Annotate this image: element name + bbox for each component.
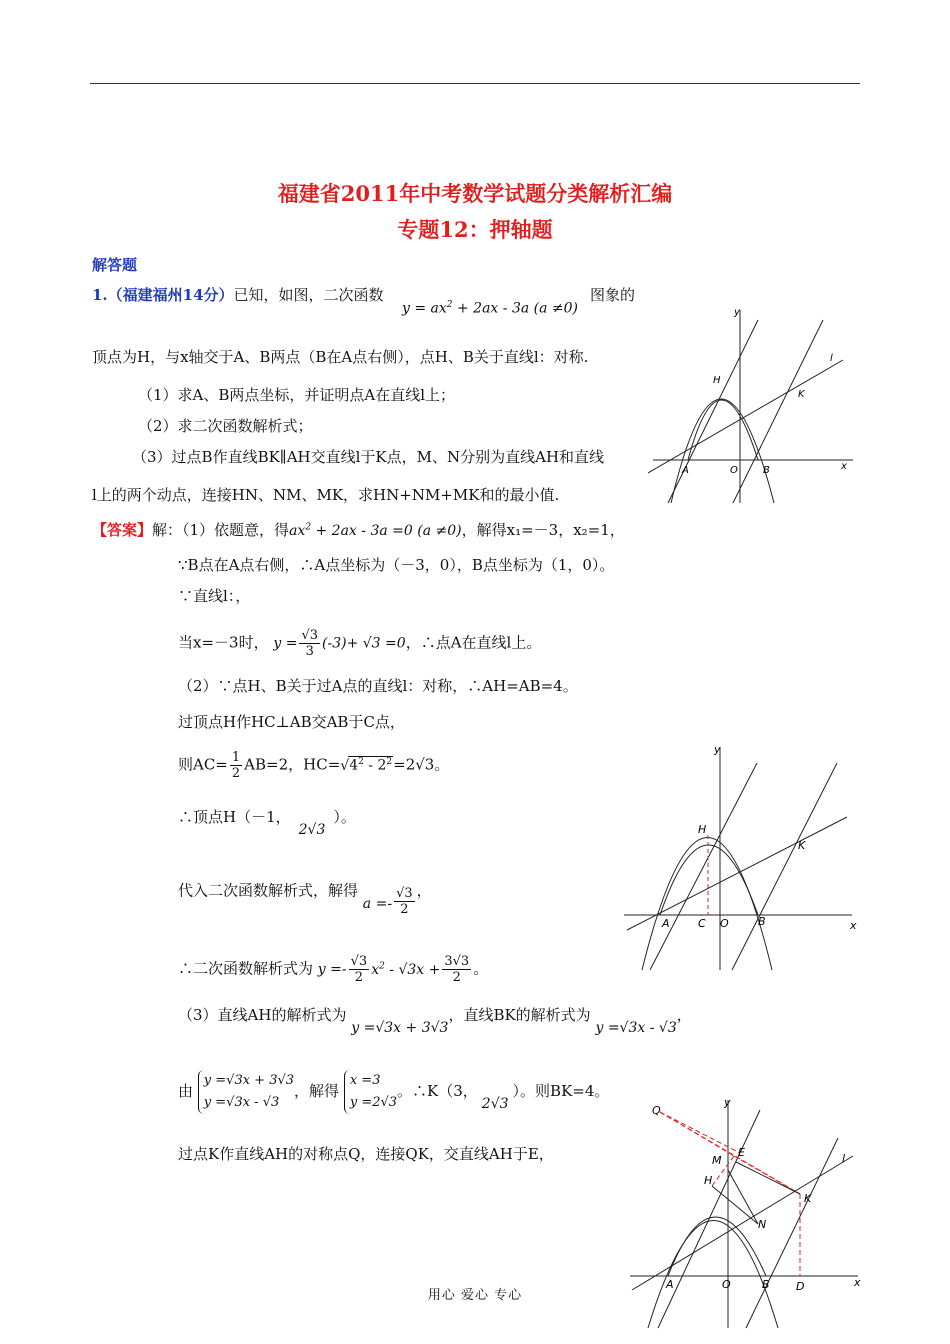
answer-tag: 【答案】 bbox=[92, 521, 153, 539]
label-e: E bbox=[738, 1146, 745, 1159]
answer-line-1: 【答案】解：（1）依题意，得$ax^2 + 2ax - 3a =0$ (a ≠0)，解得x₁=－3，x₂=1， bbox=[92, 521, 625, 539]
svg-text:A: A bbox=[662, 917, 670, 930]
answer-line-8: ∴顶点H（－1，2√3）。 bbox=[178, 808, 356, 838]
label-b: B bbox=[763, 465, 770, 476]
section-heading: 解答题 bbox=[92, 256, 138, 274]
quadratic-formula: $y = ax^2 + 2ax - 3a$ (a ≠0) bbox=[402, 300, 579, 317]
answer-line-6: 过顶点H作HC⊥AB交AB于C点， bbox=[178, 713, 405, 731]
figure-1 bbox=[648, 305, 860, 505]
label-q: Q bbox=[652, 1104, 661, 1117]
label-l: l bbox=[830, 353, 833, 364]
svg-text:x: x bbox=[850, 919, 857, 932]
line-bk bbox=[733, 320, 823, 503]
svg-text:A: A bbox=[666, 1278, 674, 1291]
answer-line-7: 则AC= $\frac{1}{2}$ AB=2，$HC=√4^2 - 2^2=2√3$。 bbox=[178, 750, 450, 781]
problem-intro-end: 图象的 bbox=[590, 286, 636, 304]
label-c: C bbox=[698, 917, 706, 930]
svg-text:B: B bbox=[762, 1278, 770, 1291]
answer-line-4: 当x=－3时， y = $\frac{√3}{3}$ (-3)+ √3 =0，∴点A在直线l上。 bbox=[178, 628, 542, 659]
problem-label: 1.（福建福州14分） bbox=[92, 286, 234, 304]
footer: 用心 爱心 专心 bbox=[427, 1288, 523, 1303]
page-title: 福建省2011年中考数学试题分类解析汇编 bbox=[277, 181, 673, 206]
answer-line-3: ∵直线l：， bbox=[178, 587, 251, 605]
problem-intro: 已知，如图，二次函数 bbox=[233, 286, 384, 304]
label-x: x bbox=[841, 461, 847, 472]
answer-line-12: 由 y =√3x + 3√3 y =√3x - √3，解得 x =3 y =2√3。∴K（3，2√3）。则BK=4。 bbox=[178, 1070, 609, 1114]
svg-text:l: l bbox=[842, 1152, 846, 1165]
answer-line-9: 代入二次函数解析式，解得 a =- $\frac{√3}{2}$ ， bbox=[178, 881, 432, 917]
page-subtitle: 专题12：押轴题 bbox=[397, 217, 553, 242]
svg-text:K: K bbox=[798, 839, 806, 852]
answer-line-10: ∴二次函数解析式为 y =- $\frac{√3}{2}$ $x^2 - √3x$ + $\frac{3√3}{2}$ 。 bbox=[178, 954, 489, 985]
label-m: M bbox=[712, 1154, 722, 1167]
question-3a: （3）过点B作直线BK∥AH交直线l于K点，M、N分别为直线AH和直线 bbox=[132, 448, 605, 466]
label-k: K bbox=[798, 389, 805, 400]
svg-text:O: O bbox=[720, 917, 729, 930]
label-y: y bbox=[734, 307, 740, 318]
label-n: N bbox=[758, 1218, 767, 1231]
label-a: A bbox=[682, 465, 689, 476]
question-1: （1）求A、B两点坐标，并证明点A在直线l上； bbox=[138, 386, 456, 404]
answer-line-11: （3）直线AH的解析式为 y =√3x + 3√3，直线BK的解析式为 y =√3x - √3， bbox=[178, 1006, 692, 1036]
svg-text:x: x bbox=[854, 1276, 861, 1289]
answer-line-2: ∵B点在A点右侧，∴A点坐标为（－3，0），B点坐标为（1，0）。 bbox=[178, 556, 615, 574]
label-d: D bbox=[796, 1280, 805, 1293]
svg-text:O: O bbox=[722, 1278, 731, 1291]
question-2: （2）求二次函数解析式； bbox=[138, 417, 313, 435]
problem-line-1 bbox=[92, 284, 384, 305]
header-rule bbox=[90, 83, 860, 84]
svg-text:K: K bbox=[804, 1192, 812, 1205]
svg-text:y: y bbox=[724, 1098, 731, 1109]
svg-text:y: y bbox=[714, 745, 721, 756]
problem-line-2: 顶点为H，与x轴交于A、B两点（B在A点右侧），点H、B关于直线l：对称. bbox=[92, 348, 589, 366]
question-3b: l上的两个动点，连接HN、NM、MK，求HN+NM+MK和的最小值. bbox=[92, 486, 560, 504]
svg-text:H: H bbox=[698, 823, 707, 836]
answer-line-13: 过点K作直线AH的对称点Q，连接QK，交直线AH于E， bbox=[178, 1145, 554, 1163]
line-l bbox=[648, 360, 843, 473]
svg-text:H: H bbox=[704, 1174, 713, 1187]
svg-text:B: B bbox=[758, 915, 766, 928]
answer-line-5: （2）∵点H、B关于过A点的直线l：对称，∴AH=AB=4。 bbox=[178, 677, 578, 695]
label-h: H bbox=[713, 375, 721, 386]
figure-2 bbox=[622, 745, 862, 975]
label-o: O bbox=[730, 465, 738, 476]
